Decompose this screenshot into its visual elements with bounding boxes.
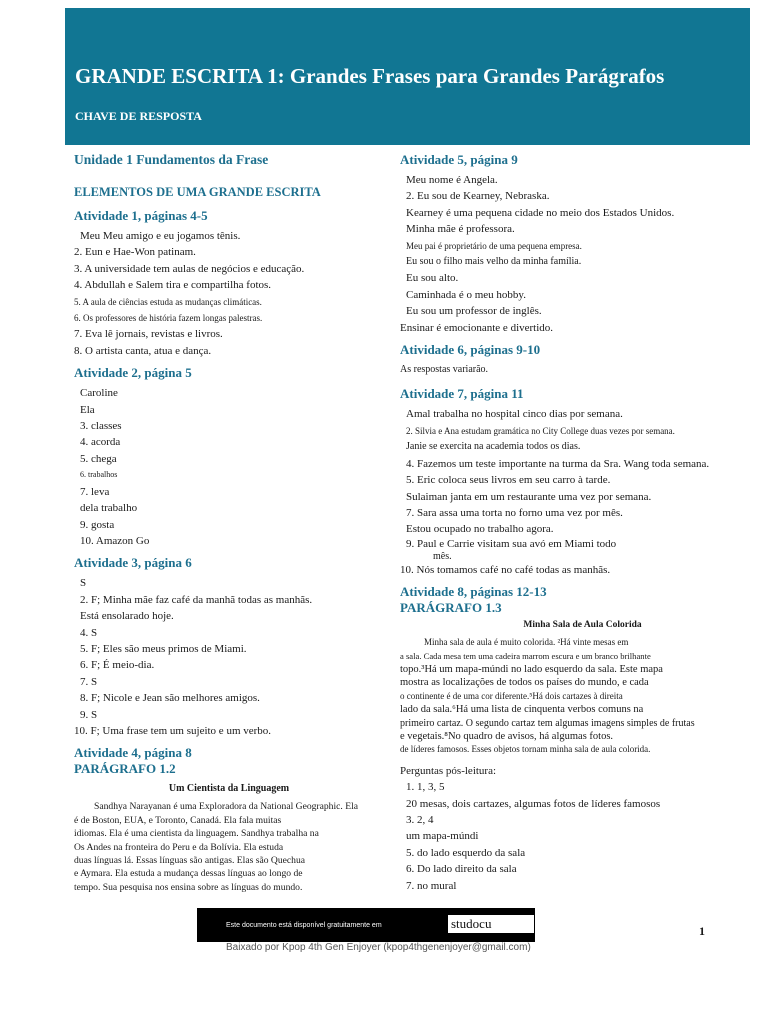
activity-5-list: [400, 172, 765, 336]
unit-title: Unidade 1 Fundamentos da Frase: [74, 152, 269, 167]
list-item: 4. Fazemos um teste importante na turma da Sra. Wang toda semana.: [406, 457, 710, 470]
list-item: 4. Abdullah e Salem tira e compartilha fotos.: [74, 279, 272, 292]
list-item: um mapa-múndi: [406, 830, 479, 843]
list-item: 7. no mural: [406, 879, 457, 892]
activity-4-title: Atividade 4, página 8: [74, 745, 192, 761]
list-item: dela trabalho: [80, 502, 138, 515]
list-item: Caminhada é o meu hobby.: [406, 288, 526, 301]
activity-2-list: [74, 385, 384, 549]
list-item: 7. Sara assa uma torta no forno uma vez por mês.: [406, 506, 623, 519]
list-item: 4. S: [80, 626, 98, 639]
page-title: GRANDE ESCRITA 1: Grandes Frases para Grandes Parágrafos: [75, 64, 665, 88]
paragraph-line: tempo. Sua pesquisa nos ensina sobre as línguas do mundo.: [74, 881, 303, 893]
list-item: 6. trabalhos: [80, 470, 118, 480]
list-item: 2. Silvia e Ana estudam gramática no City College duas vezes por semana.: [406, 425, 675, 436]
list-item: 2. Eun e Hae-Won patinam.: [74, 246, 196, 259]
activity-3-list: [74, 575, 384, 739]
list-item: mês.: [433, 550, 452, 562]
paragraph-label: PARÁGRAFO 1.2: [74, 761, 176, 777]
list-item: Está ensolarado hoje.: [80, 610, 174, 623]
paragraph-line: mostra as localizações de todos os países do mundo, e cada: [400, 677, 649, 689]
list-item: Sulaiman janta em um restaurante uma vez por semana.: [406, 490, 652, 503]
paragraph-line: a sala. Cada mesa tem uma cadeira marrom escura e um branco brilhante: [400, 650, 651, 661]
list-item: 2. Eu sou de Kearney, Nebraska.: [406, 190, 550, 203]
list-item: Kearney é uma pequena cidade no meio dos Estados Unidos.: [406, 206, 675, 219]
activity-3-title: Atividade 3, página 6: [74, 555, 192, 571]
paragraph-line: topo.³Há um mapa-múndi no lado esquerdo da sala. Este mapa: [400, 663, 663, 675]
list-item: 6. F; É meio-dia.: [80, 659, 155, 672]
paragraph-line: o continente é de uma cor diferente.⁵Há dois cartazes à direita: [400, 690, 623, 701]
list-item: Meu Meu amigo e eu jogamos tênis.: [80, 230, 241, 242]
activity-6-title: Atividade 6, páginas 9-10: [400, 342, 541, 358]
list-item: 7. Eva lê jornais, revistas e livros.: [74, 328, 223, 341]
list-item: 9. gosta: [80, 518, 115, 531]
paragraph-line: Minha sala de aula é muito colorida. ²Há vinte mesas em: [424, 637, 629, 648]
paragraph-title: Um Cientista da Linguagem: [168, 783, 290, 795]
activity-7-list: [400, 406, 765, 578]
list-item: Eu sou o filho mais velho da minha família.: [406, 256, 582, 268]
activity-6-text: As respostas variarão.: [400, 364, 489, 376]
activity-1-title: Atividade 1, páginas 4-5: [74, 208, 208, 223]
paragraph-line: primeiro cartaz. O segundo cartaz tem algumas imagens simples de frutas: [400, 717, 695, 729]
list-item: 10. F; Uma frase tem um sujeito e um verbo.: [74, 724, 272, 737]
list-item: 7. S: [80, 675, 98, 688]
list-item: 6. Os professores de história fazem longas palestras.: [74, 313, 263, 324]
list-item: 8. O artista canta, atua e dança.: [74, 344, 212, 357]
list-item: 10. Amazon Go: [80, 534, 150, 547]
list-item: 8. F; Nicole e Jean são melhores amigos.: [80, 692, 260, 705]
paragraph-title: Minha Sala de Aula Colorida: [523, 620, 642, 631]
list-item: 6. Do lado direito da sala: [406, 863, 517, 876]
paragraph-line: é de Boston, EUA, e Toronto, Canadá. Ela fala muitas: [74, 814, 282, 826]
list-item: Estou ocupado no trabalho agora.: [406, 523, 554, 536]
right-column: [400, 152, 765, 894]
post-reading-list: [400, 779, 765, 894]
list-item: 4. acorda: [80, 436, 121, 449]
studocu-logo[interactable]: studocu: [448, 915, 534, 933]
list-item: 1. 1, 3, 5: [406, 781, 445, 794]
activity-7-title: Atividade 7, página 11: [400, 386, 524, 402]
paragraph-line: duas línguas lá. Essas línguas são antigas. Elas são Quechua: [74, 855, 305, 866]
list-item: Eu sou um professor de inglês.: [406, 305, 542, 318]
list-item: Eu sou alto.: [406, 272, 459, 285]
paragraph-line: idiomas. Ela é uma cientista da linguagem. Sandhya trabalha na: [74, 828, 319, 840]
list-item: 5. chega: [80, 452, 117, 465]
activity-1-list: [74, 228, 384, 359]
list-item: 10. Nós tomamos café no café todas as manhãs.: [400, 563, 611, 576]
page-subtitle: CHAVE DE RESPOSTA: [75, 109, 202, 123]
header-banner: [65, 8, 750, 145]
section-title: ELEMENTOS DE UMA GRANDE ESCRITA: [74, 185, 321, 199]
footer-note: Este documento está disponível gratuitamente em: [226, 922, 382, 929]
list-item: Meu nome é Angela.: [406, 174, 498, 186]
list-item: 5. do lado esquerdo da sala: [406, 846, 526, 859]
page-number: 1: [699, 924, 705, 938]
downloaded-by: Baixado por Kpop 4th Gen Enjoyer (kpop4thgenenjoyer@gmail.com): [226, 942, 531, 953]
list-item: Meu pai é proprietário de uma pequena empresa.: [406, 240, 582, 251]
list-item: Caroline: [80, 387, 118, 400]
list-item: 3. 2, 4: [406, 814, 434, 826]
list-item: S: [80, 577, 87, 590]
list-item: 9. Paul e Carrie visitam sua avó em Miami todo: [406, 537, 617, 550]
list-item: 5. F; Eles são meus primos de Miami.: [80, 642, 247, 655]
post-reading-label: Perguntas pós-leitura:: [400, 764, 497, 777]
activity-8-title: Atividade 8, páginas 12-13: [400, 584, 547, 600]
list-item: Minha mãe é professora.: [406, 223, 515, 236]
list-item: Janie se exercita na academia todos os dias.: [406, 441, 581, 453]
list-item: 5. Eric coloca seus livros em seu carro à tarde.: [406, 474, 611, 487]
list-item: 20 mesas, dois cartazes, algumas fotos de líderes famosos: [406, 797, 661, 810]
list-item: 3. A universidade tem aulas de negócios e educação.: [74, 262, 305, 275]
list-item: Ela: [80, 403, 95, 416]
list-item: 9. S: [80, 708, 98, 721]
paragraph-line: lado da sala.⁶Há uma lista de cinquenta verbos comuns na: [400, 704, 644, 716]
paragraph-line: de líderes famosos. Esses objetos tornam minha sala de aula colorida.: [400, 744, 651, 755]
list-item: 5. A aula de ciências estuda as mudanças climáticas.: [74, 296, 262, 307]
list-item: 3. classes: [80, 420, 122, 433]
left-column: [74, 152, 384, 894]
list-item: 7. leva: [80, 485, 110, 498]
paragraph-text: [400, 636, 765, 757]
list-item: Amal trabalha no hospital cinco dias por semana.: [406, 408, 623, 421]
paragraph-line: e Aymara. Ela estuda a mudança dessas línguas ao longo de: [74, 868, 303, 880]
activity-2-title: Atividade 2, página 5: [74, 365, 192, 381]
paragraph-label: PARÁGRAFO 1.3: [400, 600, 502, 616]
activity-5-title: Atividade 5, página 9: [400, 152, 518, 167]
paragraph-text: [74, 800, 384, 894]
paragraph-line: Sandhya Narayanan é uma Exploradora da National Geographic. Ela: [94, 801, 358, 813]
list-item: 2. F; Minha mãe faz café da manhã todas as manhãs.: [80, 593, 313, 606]
paragraph-line: e vegetais.⁸No quadro de avisos, há algumas fotos.: [400, 730, 614, 742]
list-item: Ensinar é emocionante e divertido.: [400, 321, 554, 334]
paragraph-line: Os Andes na fronteira do Peru e da Bolívia. Ela estuda: [74, 841, 284, 853]
